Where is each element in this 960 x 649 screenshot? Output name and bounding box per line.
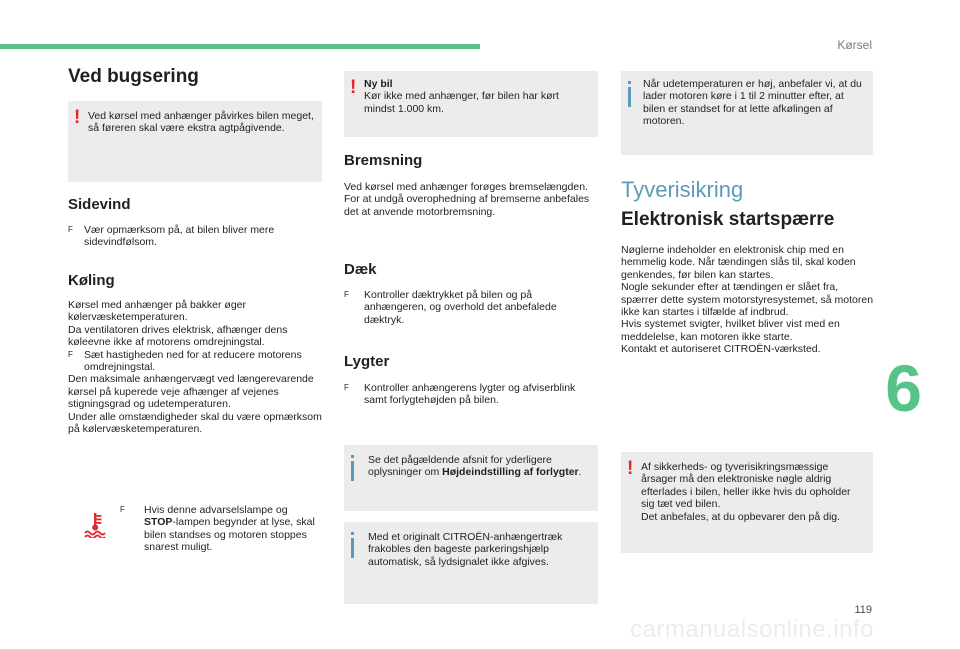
startspaerre-p1: Nøglerne indeholder en elektronisk chip med en hemmelig kode. Når tændingen slås til, skal koden genkendes, før bilen kan startes. xyxy=(621,244,856,281)
coolant-temperature-warning-icon xyxy=(84,512,106,538)
heading-daek: Dæk xyxy=(344,261,377,278)
bremsning-body xyxy=(344,181,598,218)
bremsning-p2: For at undgå overophedning af bremserne anbefales det at anvende motorbremsning. xyxy=(344,193,590,218)
chapter-color-bar xyxy=(0,44,480,49)
section-label: Kørsel xyxy=(837,38,872,52)
info-box-headlight: Se det pågældende afsnit for yderligere oplysninger om Højdeindstilling af forlygter. xyxy=(344,445,598,511)
warning-icon: ! xyxy=(74,107,81,128)
koling-p3: Den maksimale anhængervægt ved længerevarende kørsel på kuperede veje afhænger af vejenes stigningsgrad og udetemperaturen. xyxy=(68,373,314,411)
bullet-icon: F xyxy=(68,349,73,359)
bullet-icon: F xyxy=(68,225,73,234)
info-icon xyxy=(351,455,354,481)
lygter-body: F Kontroller anhængerens lygter og afviserblink samt forlygtehøjden på bilen. xyxy=(344,382,576,407)
heading-lygter: Lygter xyxy=(344,353,390,370)
startspaerre-body xyxy=(621,244,875,356)
lamp-note: F Hvis denne advarselslampe og STOP-lampen begynder at lyse, skal bilen standses og motoren stoppes snarest muligt. xyxy=(120,504,315,554)
watermark: carmanualsonline.info xyxy=(630,616,874,643)
key-warning-p1: Af sikkerheds- og tyverisikringsmæssige årsager må den elektroniske nøgle aldrig efterlades i bilen, heller ikke hvis du opholder sig tæt ved bilen. xyxy=(641,461,851,511)
info-icon xyxy=(628,81,631,107)
bullet-icon: F xyxy=(344,383,349,392)
info-icon xyxy=(351,532,354,558)
nybil-text: Kør ikke med anhænger, før bilen har kørt mindst 1.000 km. xyxy=(364,90,559,115)
heading-sidevind: Sidevind xyxy=(68,196,131,213)
link-hojdeindstilling: Højdeindstilling af forlygter xyxy=(442,466,579,479)
sidevind-body: F Vær opmærksom på, at bilen bliver mere sidevindfølsom. xyxy=(68,224,275,249)
heading-koling: Køling xyxy=(68,272,115,289)
info-box-towbar xyxy=(344,522,598,604)
koling-p2: Da ventilatoren drives elektrisk, afhænger dens køleevne ikke af motorens omdrejningstal. xyxy=(68,323,288,349)
koling-p1: Kørsel med anhænger på bakker øger kølervæsketemperaturen. xyxy=(68,299,247,324)
startspaerre-p3: Hvis systemet svigter, hvilket bliver vist med en meddelelse, kan motoren ikke starte. xyxy=(621,318,840,343)
startspaerre-p4: Kontakt et autoriseret CITROËN-værksted. xyxy=(621,343,821,356)
koling-p4: Under alle omstændigheder skal du være opmærksom på kølervæsketemperaturen. xyxy=(68,410,322,436)
key-warning-p2: Det anbefales, at du opbevarer den på dig. xyxy=(641,510,841,523)
page-title: Ved bugsering xyxy=(68,66,199,87)
startspaerre-p2: Nogle sekunder efter at tændingen er slået fra, spærrer dette system motorstyresystemet, så motoren ikke kan startes i tilfælde af indbrud. xyxy=(621,281,874,319)
warning-box-new-car xyxy=(344,71,598,137)
bullet-icon: F xyxy=(344,290,349,299)
koling-bullet: Sæt hastigheden ned for at reducere motorens omdrejningstal. xyxy=(84,348,302,374)
cooling-info-text: Når udetemperaturen er høj, anbefaler vi, at du lader motoren køre i 1 til 2 minutter efter, at bilen er standset for at lette afkølingen af motoren. xyxy=(643,78,862,128)
bremsning-p1: Ved kørsel med anhænger forøges bremselængden. xyxy=(344,181,588,193)
towbar-text: Med et originalt CITROËN-anhængertræk frakobles den bageste parkeringshjælp automatisk, så lydsignalet ikke afgives. xyxy=(368,531,563,568)
warning-icon: ! xyxy=(350,77,357,98)
page-number: 119 xyxy=(854,604,872,616)
heading-bremsning: Bremsning xyxy=(344,152,423,169)
daek-body: F Kontroller dæktrykket på bilen og på anhængeren, og overhold det anbefalede dæktryk. xyxy=(344,289,557,326)
heading-tyverisikring: Tyverisikring xyxy=(621,177,744,202)
heading-elektronisk-startspaerre: Elektronisk startspærre xyxy=(621,209,835,230)
bullet-icon: F xyxy=(120,505,125,514)
warning-icon: ! xyxy=(627,458,634,479)
warning-box-towing xyxy=(68,101,322,182)
chapter-number: 6 xyxy=(885,351,922,425)
warning-text: Ved kørsel med anhænger påvirkes bilen meget, så føreren skal være ekstra agtpågivende. xyxy=(88,110,314,135)
koling-body xyxy=(68,299,324,435)
nybil-title: Ny bil xyxy=(364,78,393,90)
warning-box-key xyxy=(621,452,873,553)
info-box-cooling xyxy=(621,71,873,155)
